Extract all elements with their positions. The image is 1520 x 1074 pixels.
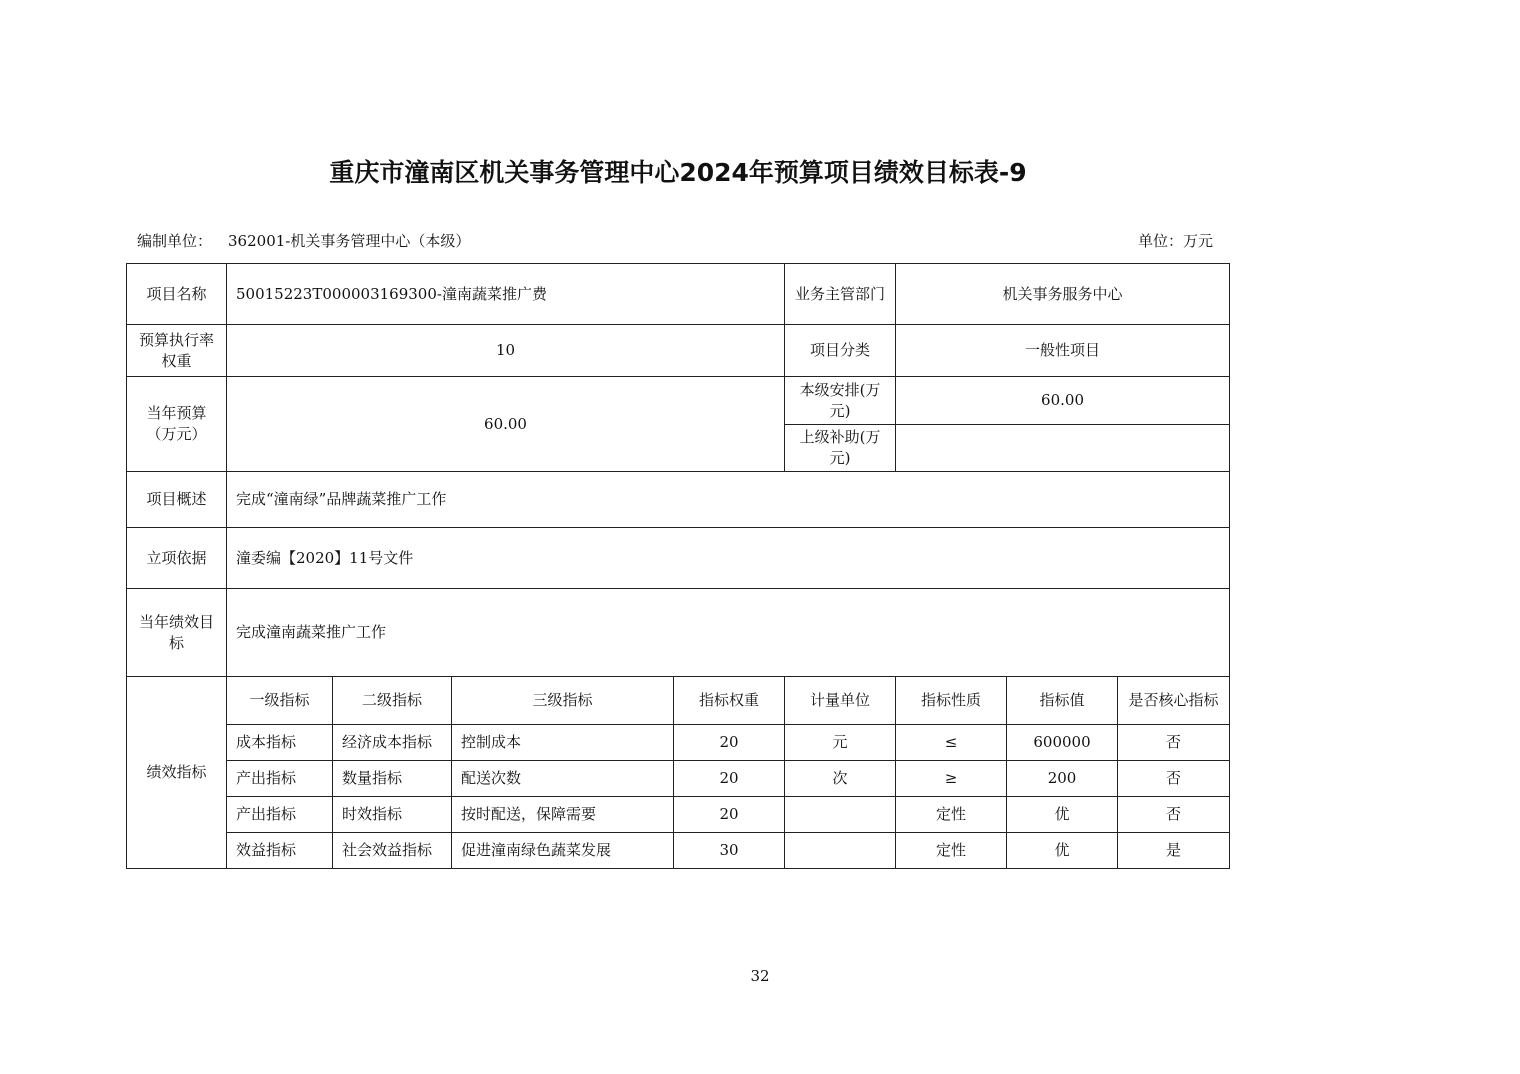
overview-value: 完成“潼南绿”品牌蔬菜推广工作 — [227, 472, 1230, 528]
budget-label: 当年预算（万元） — [127, 377, 227, 472]
table-row — [127, 264, 1230, 325]
page-title: 重庆市潼南区机关事务管理中心2024年预算项目绩效目标表-9 — [329, 158, 1027, 187]
table-cell: 促进潼南绿色蔬菜发展 — [452, 833, 674, 869]
project-name-label: 项目名称 — [127, 264, 227, 325]
table-cell: 否 — [1118, 797, 1230, 833]
indicators-label: 绩效指标 — [127, 677, 227, 869]
col-header: 指标权重 — [674, 677, 785, 725]
table-row — [127, 377, 1230, 425]
goal-label: 当年绩效目标 — [127, 589, 227, 677]
table-cell — [785, 833, 896, 869]
table-cell: 20 — [674, 797, 785, 833]
table-cell: 20 — [674, 725, 785, 761]
table-cell: 效益指标 — [227, 833, 333, 869]
table-cell: 配送次数 — [452, 761, 674, 797]
category-label: 项目分类 — [785, 325, 896, 377]
col-header: 指标值 — [1007, 677, 1118, 725]
org-label: 编制单位： — [137, 232, 213, 250]
table-cell: 控制成本 — [452, 725, 674, 761]
goal-value: 完成潼南蔬菜推广工作 — [227, 589, 1230, 677]
unit-label: 单位：万元 — [1138, 232, 1214, 250]
table-cell: 600000 — [1007, 725, 1118, 761]
upper-value — [896, 425, 1230, 472]
table-cell: 成本指标 — [227, 725, 333, 761]
page-number: 32 — [750, 967, 770, 985]
table-row — [127, 528, 1230, 589]
overview-label: 项目概述 — [127, 472, 227, 528]
table-cell: 否 — [1118, 761, 1230, 797]
dept-value: 机关事务服务中心 — [896, 264, 1230, 325]
org-line — [137, 230, 470, 251]
table-cell: ≥ — [896, 761, 1007, 797]
table-cell: 30 — [674, 833, 785, 869]
table-row — [127, 589, 1230, 677]
table-cell: 按时配送，保障需要 — [452, 797, 674, 833]
col-header: 二级指标 — [333, 677, 452, 725]
table-cell: 时效指标 — [333, 797, 452, 833]
table-cell: 元 — [785, 725, 896, 761]
table-cell: 20 — [674, 761, 785, 797]
col-header: 计量单位 — [785, 677, 896, 725]
table-cell: 优 — [1007, 797, 1118, 833]
col-header: 三级指标 — [452, 677, 674, 725]
col-header: 一级指标 — [227, 677, 333, 725]
table-row — [127, 325, 1230, 377]
table-cell: ≤ — [896, 725, 1007, 761]
col-header: 是否核心指标 — [1118, 677, 1230, 725]
local-label: 本级安排(万元) — [785, 377, 896, 425]
exec-weight-label: 预算执行率权重 — [127, 325, 227, 377]
project-name-value: 50015223T000003169300-潼南蔬菜推广费 — [227, 264, 785, 325]
table-row — [127, 761, 1230, 797]
table-cell: 产出指标 — [227, 797, 333, 833]
table-cell: 产出指标 — [227, 761, 333, 797]
table-cell: 社会效益指标 — [333, 833, 452, 869]
table-row — [127, 797, 1230, 833]
table-row — [127, 725, 1230, 761]
table-cell: 优 — [1007, 833, 1118, 869]
table-row — [127, 833, 1230, 869]
table-cell: 定性 — [896, 797, 1007, 833]
indicator-header-row — [127, 677, 1230, 725]
category-value: 一般性项目 — [896, 325, 1230, 377]
table-cell — [785, 797, 896, 833]
basis-value: 潼委编【2020】11号文件 — [227, 528, 1230, 589]
org-value: 362001-机关事务管理中心（本级） — [228, 232, 471, 250]
table-cell: 数量指标 — [333, 761, 452, 797]
table-cell: 定性 — [896, 833, 1007, 869]
table-cell: 是 — [1118, 833, 1230, 869]
local-value: 60.00 — [896, 377, 1230, 425]
table-cell: 经济成本指标 — [333, 725, 452, 761]
performance-table — [126, 263, 1230, 869]
dept-label: 业务主管部门 — [785, 264, 896, 325]
exec-weight-value: 10 — [227, 325, 785, 377]
table-row — [127, 472, 1230, 528]
col-header: 指标性质 — [896, 677, 1007, 725]
budget-value: 60.00 — [227, 377, 785, 472]
table-cell: 否 — [1118, 725, 1230, 761]
upper-label: 上级补助(万元) — [785, 425, 896, 472]
table-cell: 200 — [1007, 761, 1118, 797]
table-cell: 次 — [785, 761, 896, 797]
basis-label: 立项依据 — [127, 528, 227, 589]
